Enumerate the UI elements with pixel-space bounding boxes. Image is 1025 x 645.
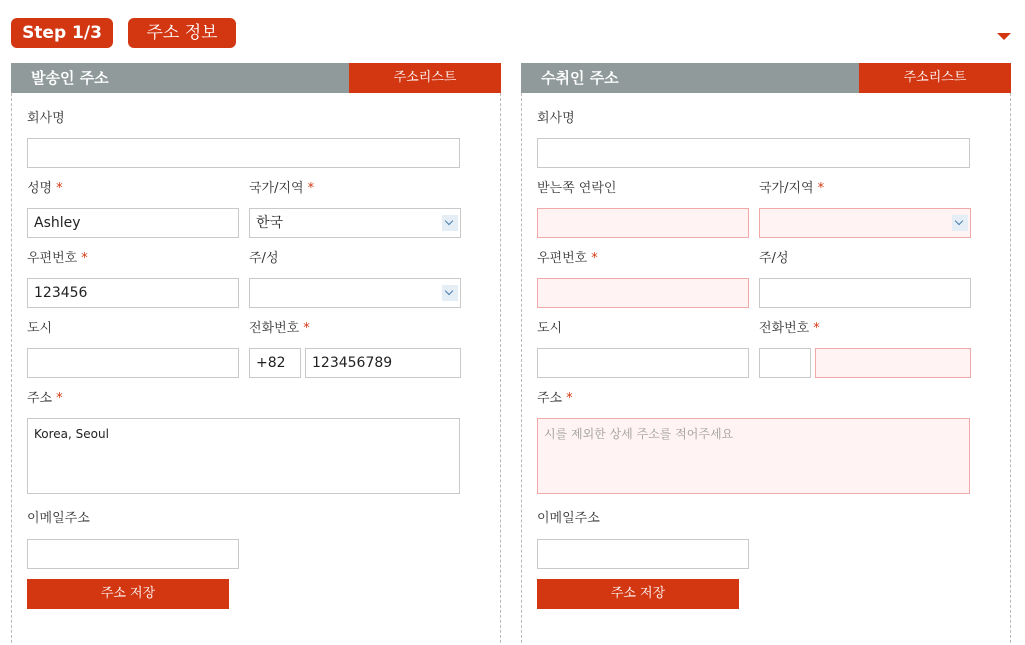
receiver-postcode-label: 우편번호 * bbox=[537, 251, 598, 266]
sender-country-label: 국가/지역 * bbox=[249, 181, 315, 196]
receiver-company-input[interactable] bbox=[537, 138, 970, 168]
sender-address-textarea[interactable]: Korea, Seoul bbox=[27, 418, 460, 494]
sender-panel bbox=[11, 63, 501, 645]
sender-phone-code-input[interactable]: +82 bbox=[249, 348, 301, 378]
receiver-state-input[interactable] bbox=[759, 278, 971, 308]
receiver-contact-input[interactable] bbox=[537, 208, 749, 238]
receiver-panel bbox=[521, 63, 1011, 645]
receiver-postcode-input[interactable] bbox=[537, 278, 749, 308]
chevron-down-icon bbox=[442, 285, 458, 301]
receiver-panel-header bbox=[521, 63, 1011, 93]
receiver-save-address-button[interactable]: 주소 저장 bbox=[537, 579, 739, 609]
sender-name-label: 성명 * bbox=[27, 181, 63, 196]
receiver-panel-title: 수취인 주소 bbox=[541, 69, 619, 87]
receiver-address-placeholder: 시를 제외한 상세 주소를 적어주세요 bbox=[544, 427, 734, 441]
receiver-contact-label: 받는쪽 연락인 bbox=[537, 181, 617, 196]
sender-phone-label: 전화번호 * bbox=[249, 321, 310, 336]
sender-state-select[interactable] bbox=[249, 278, 461, 308]
receiver-address-label: 주소 * bbox=[537, 391, 573, 406]
collapse-arrow-icon[interactable] bbox=[997, 33, 1011, 40]
receiver-email-label: 이메일주소 bbox=[537, 511, 600, 526]
receiver-address-list-button[interactable]: 주소리스트 bbox=[859, 63, 1011, 93]
sender-address-list-button[interactable]: 주소리스트 bbox=[349, 63, 501, 93]
receiver-phone-number-input[interactable] bbox=[815, 348, 971, 378]
chevron-down-icon bbox=[952, 215, 968, 231]
sender-phone-number-input[interactable]: 123456789 bbox=[305, 348, 461, 378]
step-badge: Step 1/3 bbox=[11, 18, 113, 48]
receiver-state-label: 주/성 bbox=[759, 251, 789, 266]
receiver-phone-code-input[interactable] bbox=[759, 348, 811, 378]
receiver-city-input[interactable] bbox=[537, 348, 749, 378]
receiver-country-label: 국가/지역 * bbox=[759, 181, 825, 196]
sender-country-select[interactable] bbox=[249, 208, 461, 238]
sender-state-label: 주/성 bbox=[249, 251, 279, 266]
sender-address-label: 주소 * bbox=[27, 391, 63, 406]
receiver-email-input[interactable] bbox=[537, 539, 749, 569]
receiver-address-textarea[interactable] bbox=[537, 418, 970, 494]
section-title-badge: 주소 정보 bbox=[128, 18, 236, 48]
receiver-phone-label: 전화번호 * bbox=[759, 321, 820, 336]
sender-email-input[interactable] bbox=[27, 539, 239, 569]
sender-email-label: 이메일주소 bbox=[27, 511, 90, 526]
receiver-city-label: 도시 bbox=[537, 321, 563, 336]
receiver-country-select[interactable] bbox=[759, 208, 971, 238]
receiver-company-label: 회사명 bbox=[537, 111, 575, 126]
sender-city-input[interactable] bbox=[27, 348, 239, 378]
sender-country-value: 한국 bbox=[256, 215, 284, 231]
sender-name-input[interactable]: Ashley bbox=[27, 208, 239, 238]
sender-panel-header bbox=[11, 63, 501, 93]
sender-postcode-label: 우편번호 * bbox=[27, 251, 88, 266]
sender-city-label: 도시 bbox=[27, 321, 53, 336]
sender-save-address-button[interactable]: 주소 저장 bbox=[27, 579, 229, 609]
sender-postcode-input[interactable]: 123456 bbox=[27, 278, 239, 308]
chevron-down-icon bbox=[442, 215, 458, 231]
sender-company-label: 회사명 bbox=[27, 111, 65, 126]
sender-company-input[interactable] bbox=[27, 138, 460, 168]
sender-panel-title: 발송인 주소 bbox=[31, 69, 109, 87]
